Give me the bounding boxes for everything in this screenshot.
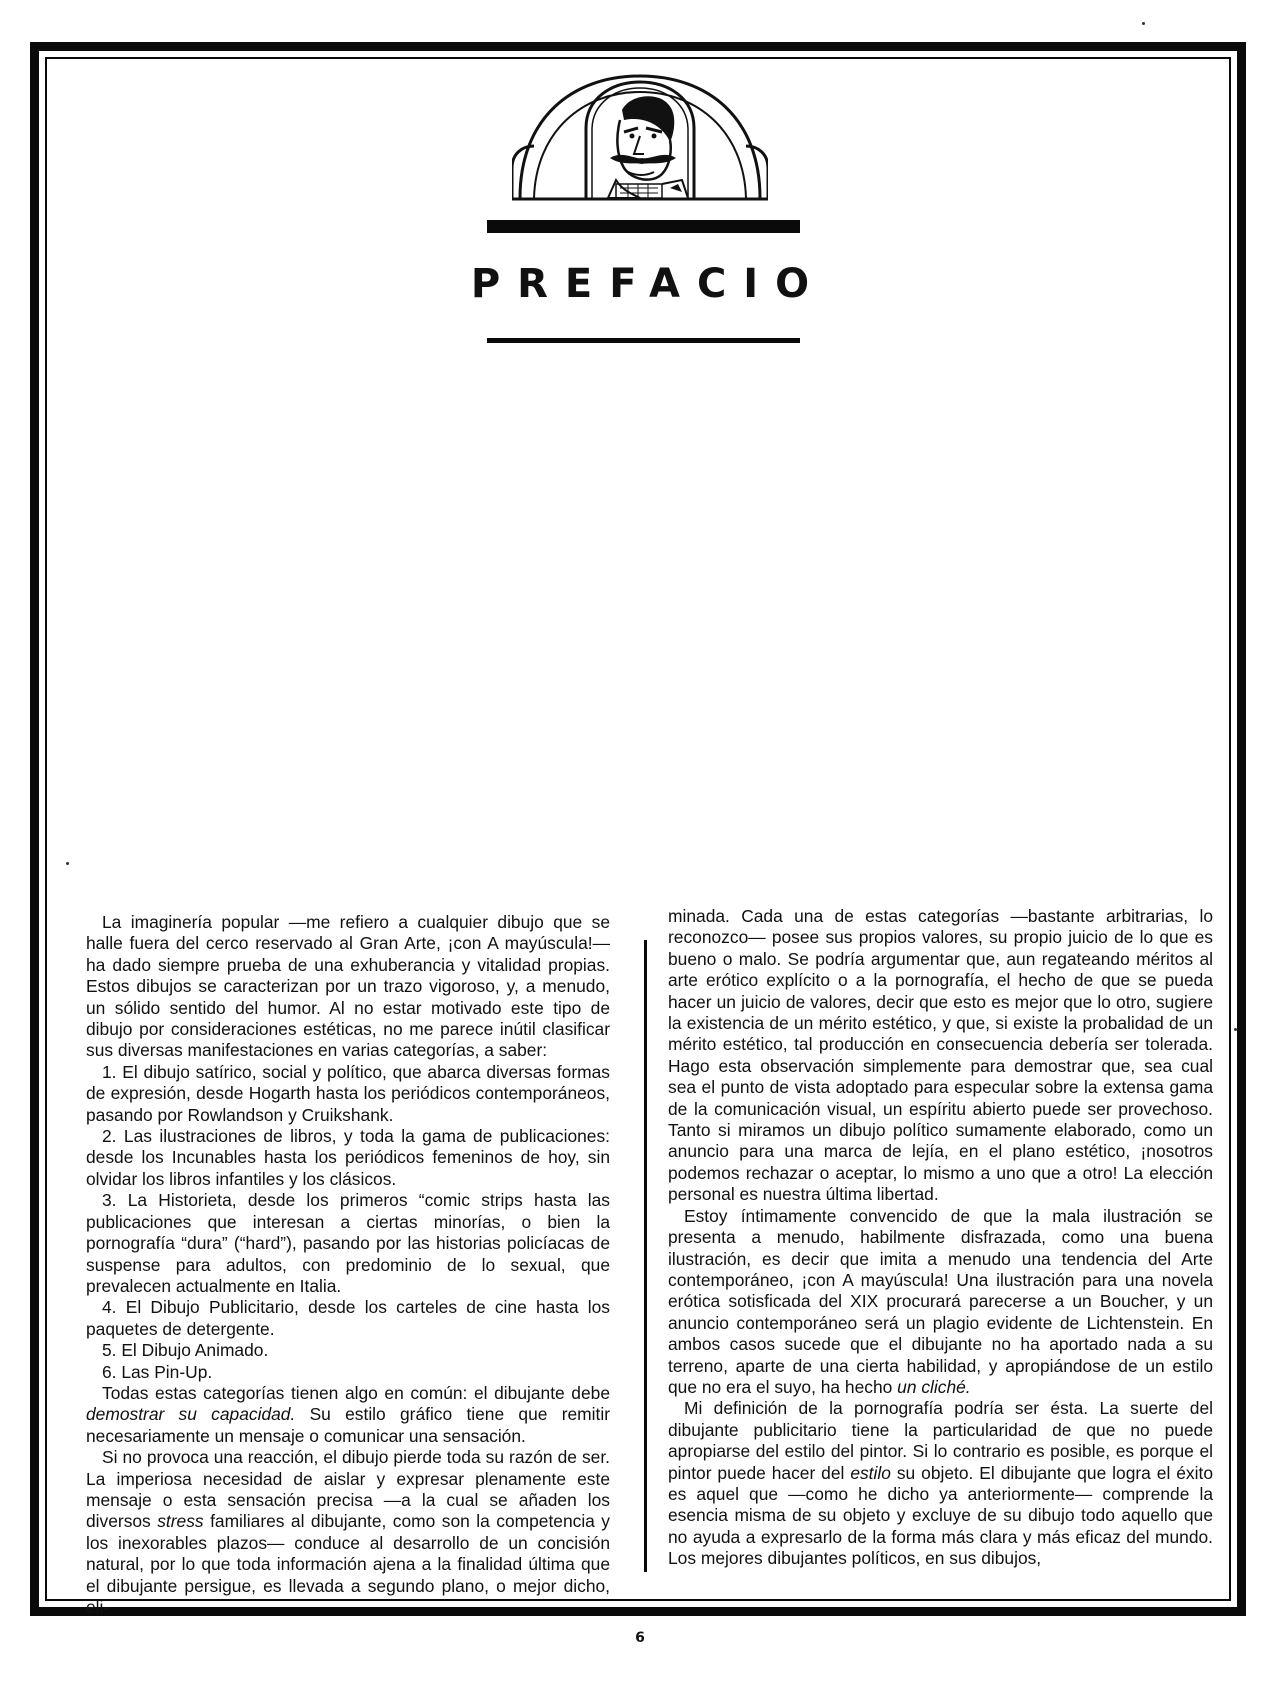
paragraph <box>668 1398 1213 1569</box>
title-bottom-rule <box>487 338 800 343</box>
speck <box>66 862 69 865</box>
text-run: Estoy íntimamente convencido de que la mala ilustración se presenta a menudo, habilmente disfrazada, como una buena ilustración, es decir que imita a menudo una tendencia del Arte contemporáneo, ¡con A mayúscula! Una ilustración para una novela erótica sotisficada del XIX procurará parecerse a un Boucher, y un anuncio contemporáneo será un plagio evidente de Lichtenstein. En ambos casos sucede que el dibujante no ha aportado nada a su terreno, aparte de una cierta habilidad, y apropiándose de un estilo que no era el suyo, ha hecho <box>668 1205 1213 1397</box>
list-item: 1. El dibujo satírico, social y político, que abarca diversas formas de expresión, desde Hogarth hasta los periódicos contemporáneos, pasando por Rowlandson y Cruikshank. <box>86 1061 610 1125</box>
speck <box>1234 1028 1237 1031</box>
list-item: 3. La Historieta, desde los primeros “comic strips hasta las publicaciones que interesan a ciertas minorías, o bien la pornografía “dura” (“hard”), pasando por las historias policíacas de suspense para adultos, con predominio de lo sexual, que prevalecen actualmente en Italia. <box>86 1190 610 1296</box>
list-item: 4. El Dibujo Publicitario, desde los carteles de cine hasta los paquetes de detergente. <box>86 1297 610 1339</box>
paragraph: La imaginería popular —me refiero a cualquier dibujo que se halle fuera del cerco reservado al Gran Arte, ¡con A mayúscula!— ha dado siempre prueba de una exhuberancia y vitalidad propias. Estos dibujos se caracterizan por un trazo vigoroso, y, a menudo, un sólido sentido del humor. Al no estar motivado este tipo de dibujo por consideraciones estéticas, no me parece inútil clasificar sus diversas manifestaciones en varias categorías, a saber: <box>86 912 610 1061</box>
emphasis: un cliché. <box>897 1376 971 1397</box>
emphasis: estilo <box>850 1462 891 1483</box>
emphasis: demostrar su capacidad. <box>86 1404 296 1425</box>
list-item: 5. El Dibujo Animado. <box>102 1340 269 1361</box>
paragraph <box>86 1447 610 1618</box>
caricature-emblem-icon <box>512 58 768 204</box>
paragraph <box>86 1383 610 1447</box>
list-item: 6. Las Pin-Up. <box>102 1361 213 1382</box>
text-run: Todas estas categorías tienen algo en común: el dibujante debe <box>102 1382 610 1403</box>
emphasis: stress <box>157 1511 204 1532</box>
title-top-rule <box>487 220 800 233</box>
text-column-right <box>668 906 1213 1570</box>
text-column-left <box>86 912 610 1618</box>
list-item: 2. Las ilustraciones de libros, y toda la gama de publicaciones: desde los Incunables hasta los periódicos femeninos de hoy, sin olvidar los libros infantiles y los clásicos. <box>86 1126 610 1189</box>
paragraph <box>668 1206 1213 1399</box>
paragraph: minada. Cada una de estas categorías —bastante arbitrarias, lo reconozco— posee sus propios valores, su propio juicio de lo que es bueno o malo. Se podría argumentar que, aun regateando méritos al arte erótico explícito o a la pornografía, el hecho de que se pueda hacer un juicio de valores, decir que esto es mejor que lo otro, sugiere la existencia de un mérito estético, y que, si existe la probalidad de un mérito estético, tal producción en consecuencia debería ser tolerada. Hago esta observación simplemente para demostrar que, sea cual sea el punto de vista adoptado para especular sobre la extensa gama de la comunicación visual, un espíritu abierto puede ser provechoso. Tanto si miramos un dibujo político sumamente elaborado, como un anuncio para una marca de lejía, en el plano estético, ¡nosotros podemos rechazar o aceptar, lo mismo a uno que a otro! La elección personal es nuestra última libertad. <box>668 906 1213 1205</box>
text-run: Si no provoca una reacción, el dibujo pierde toda su razón de ser. La imperiosa necesidad de aislar y expresar plenamente este mensaje o esta sensación precisa —a la cual se añaden los diversos <box>86 1447 610 1532</box>
text-run: su objeto. El dibujante que logra el éxito es aquel que —como he dicho ya anteriormente— comprende la esencia misma de su objeto y excluye de su dibujo todo aquello que no ayuda a expresarlo de la forma más clara y más eficaz del mundo. Los mejores dibujantes políticos, en sus dibujos, <box>668 1462 1213 1569</box>
speck <box>1142 22 1145 25</box>
text-run: Mi definición de la pornografía podría ser ésta. La suerte del dibujante publicitario tiene la particularidad de que no puede apropiarse del estilo del pintor. Si lo contrario es posible, es porque el pintor puede hacer del <box>668 1398 1213 1483</box>
page-title: PREFACIO <box>470 261 827 307</box>
column-divider <box>644 940 647 1572</box>
text-run: Su estilo gráfico tiene que remitir necesariamente un mensaje o comunicar una sensación. <box>86 1404 610 1446</box>
text-run: familiares al dibujante, como son la competencia y los inexorables plazos— conduce al desarrollo de un concisión natural, por lo que toda información ajena a la finalidad última que el dibujante persigue, es llevada a segundo plano, o mejor dicho, eli- <box>86 1511 611 1617</box>
page-number: 6 <box>635 1630 645 1646</box>
